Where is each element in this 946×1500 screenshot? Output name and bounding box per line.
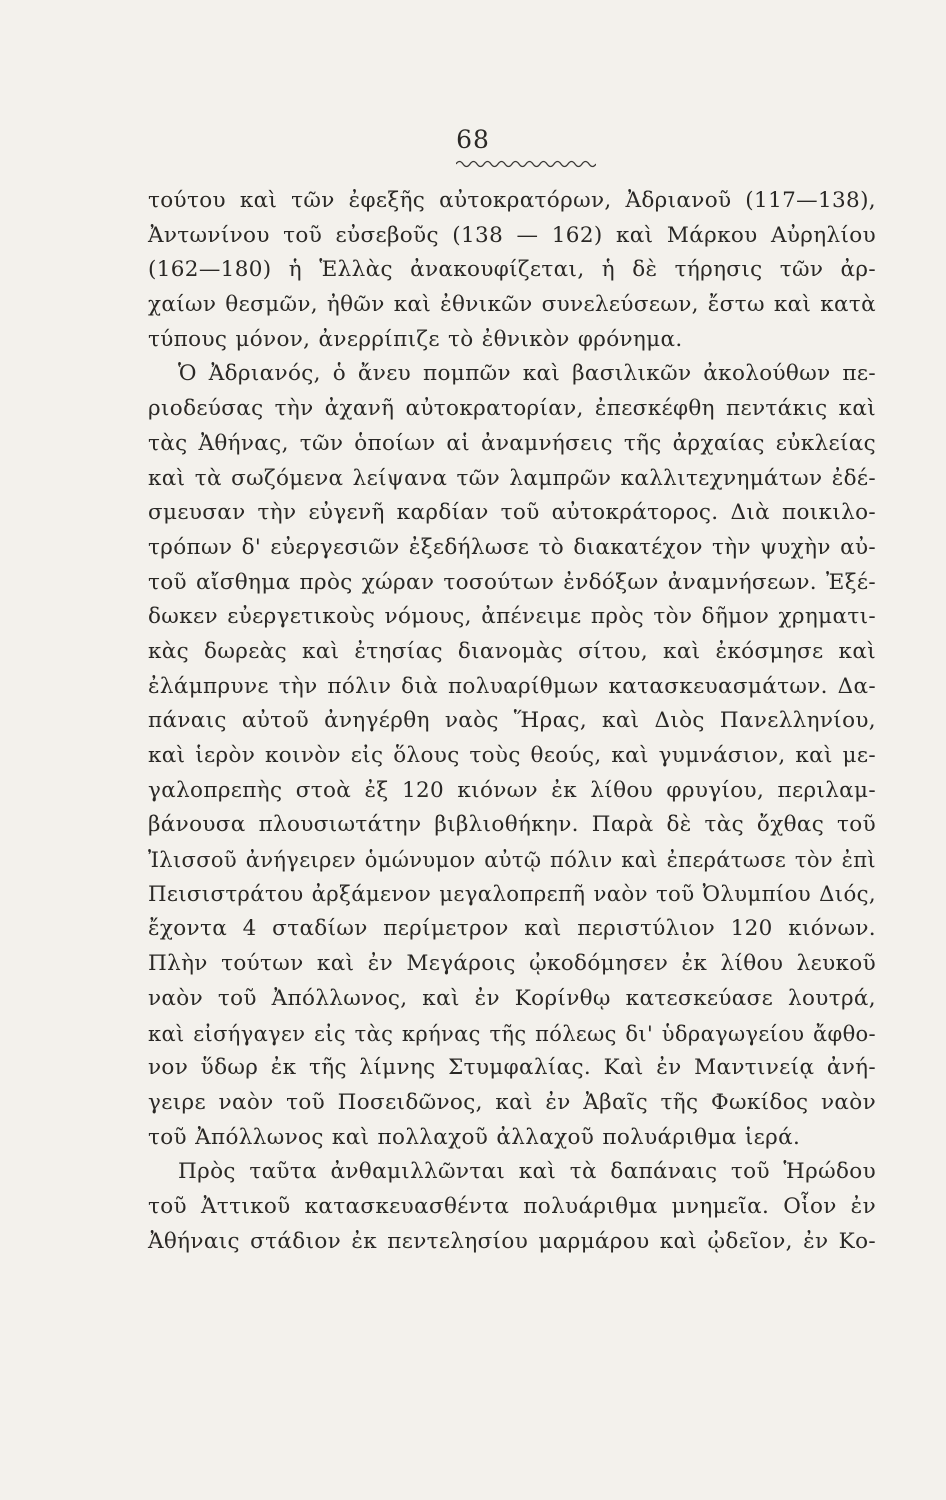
text-line: Πεισιστράτου ἀρξάμενον μεγαλοπρεπῆ ναὸν τοῦ Ὀλυμπίου Διός, — [148, 881, 876, 907]
body-text — [148, 184, 876, 1259]
text-line: καὶ τὰ σωζόμενα λείψανα τῶν λαμπρῶν καλλιτεχνημάτων ἐδέ- — [148, 465, 876, 491]
text-line: ἔχοντα 4 σταδίων περίμετρον καὶ περιστύλιον 120 κιόνων. — [148, 916, 876, 942]
text-line: σμευσαν τὴν εὐγενῆ καρδίαν τοῦ αὐτοκράτορος. Διὰ ποικιλο- — [148, 500, 876, 526]
text-line: τοῦ Ἀττικοῦ κατασκευασθέντα πολυάριθμα μνημεῖα. Οἷον ἐν — [148, 1193, 876, 1219]
text-line: Ἀντωνίνου τοῦ εὐσεβοῦς (138 — 162) καὶ Μάρκου Αὐρηλίου — [148, 222, 876, 248]
text-line: τρόπων δ' εὐεργεσιῶν ἐξεδήλωσε τὸ διακατέχον τὴν ψυχὴν αὐ- — [148, 534, 876, 560]
text-line: νον ὕδωρ ἐκ τῆς λίμνης Στυμφαλίας. Καὶ ἐν Μαντινείᾳ ἀνή- — [148, 1055, 876, 1081]
text-line: τύπους μόνον, ἀνερρίπιζε τὸ ἐθνικὸν φρόνημα. — [148, 326, 683, 352]
text-line: ἐλάμπρυνε τὴν πόλιν διὰ πολυαρίθμων κατασκευασμάτων. Δα- — [148, 673, 876, 699]
text-line: Ὁ Ἀδριανός, ὁ ἄνευ πομπῶν καὶ βασιλικῶν ἀκολούθων πε- — [178, 361, 876, 387]
text-line: ναὸν τοῦ Ἀπόλλωνος, καὶ ἐν Κορίνθῳ κατεσκεύασε λουτρά, — [148, 985, 876, 1011]
text-line: γειρε ναὸν τοῦ Ποσειδῶνος, καὶ ἐν Ἀβαῖς τῆς Φωκίδος ναὸν — [148, 1089, 876, 1115]
text-line: Πρὸς ταῦτα ἀνθαμιλλῶνται καὶ τὰ δαπάναις τοῦ Ἡρώδου — [178, 1159, 876, 1185]
text-line: Ἀθήναις στάδιον ἐκ πεντελησίου μαρμάρου καὶ ᾠδεῖον, ἐν Κο- — [148, 1228, 876, 1254]
text-line: καὶ ἱερὸν κοινὸν εἰς ὅλους τοὺς θεούς, καὶ γυμνάσιον, καὶ με- — [148, 743, 876, 768]
text-line: κὰς δωρεὰς καὶ ἐτησίας διανομὰς σίτου, καὶ ἐκόσμησε καὶ — [148, 638, 876, 664]
wavy-rule-ornament — [456, 158, 596, 170]
text-line: καὶ εἰσήγαγεν εἰς τὰς κρήνας τῆς πόλεως δι' ὑδραγωγείου ἄφθο- — [148, 1021, 876, 1046]
text-line: πάναις αὐτοῦ ἀνηγέρθη ναὸς Ἥρας, καὶ Διὸς Πανελληνίου, — [148, 708, 876, 734]
text-line: χαίων θεσμῶν, ἠθῶν καὶ ἐθνικῶν συνελεύσεων, ἔστω καὶ κατὰ — [148, 292, 876, 318]
text-line: τοῦ Ἀπόλλωνος καὶ πολλαχοῦ ἀλλαχοῦ πολυάριθμα ἱερά. — [148, 1124, 801, 1150]
text-line: τοῦ αἴσθημα πρὸς χώραν τοσούτων ἐνδόξων ἀναμνήσεων. Ἐξέ- — [148, 569, 876, 595]
text-line: τὰς Ἀθήνας, τῶν ὁποίων αἱ ἀναμνήσεις τῆς ἀρχαίας εὐκλείας — [148, 430, 876, 456]
text-line: Πλὴν τούτων καὶ ἐν Μεγάροις ᾠκοδόμησεν ἐκ λίθου λευκοῦ — [148, 951, 876, 977]
text-line: ριοδεύσας τὴν ἀχανῆ αὐτοκρατορίαν, ἐπεσκέφθη πεντάκις καὶ — [148, 396, 876, 422]
page-number: 68 — [456, 125, 490, 154]
text-line: γαλοπρεπὴς στοὰ ἐξ 120 κιόνων ἐκ λίθου φρυγίου, περιλαμ- — [148, 777, 876, 803]
text-line: δωκεν εὐεργετικοὺς νόμους, ἀπένειμε πρὸς τὸν δῆμον χρηματι- — [148, 604, 876, 630]
text-line: Ἰλισσοῦ ἀνήγειρεν ὁμώνυμον αὐτῷ πόλιν καὶ ἐπεράτωσε τὸν ἐπὶ — [148, 848, 876, 873]
text-line: τούτου καὶ τῶν ἐφεξῆς αὐτοκρατόρων, Ἀδριανοῦ (117—138), — [148, 188, 876, 213]
text-line: (162—180) ἡ Ἑλλὰς ἀνακουφίζεται, ἡ δὲ τήρησις τῶν ἀρ- — [148, 257, 876, 283]
text-line: βάνουσα πλουσιωτάτην βιβλιοθήκην. Παρὰ δὲ τὰς ὄχθας τοῦ — [148, 812, 876, 838]
